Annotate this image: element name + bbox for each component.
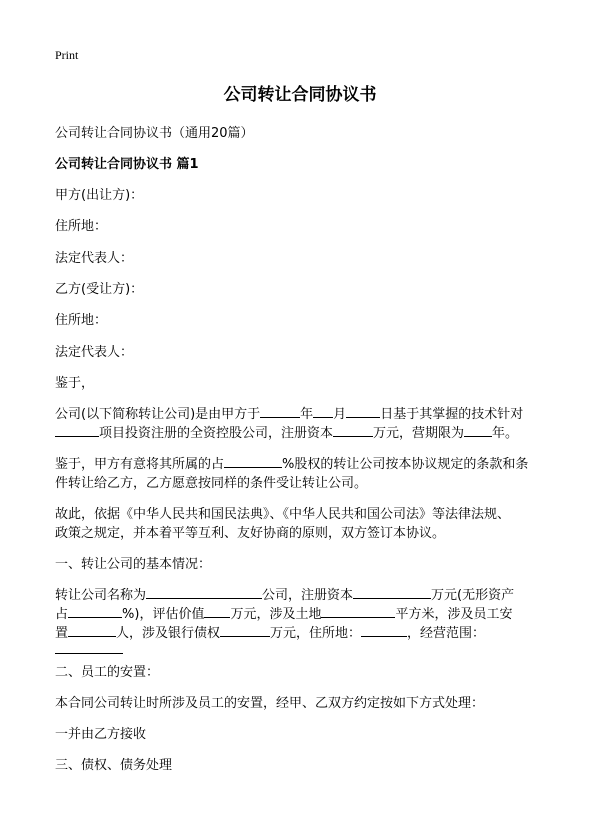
paragraph-4-line-1 — [55, 584, 555, 603]
p4-text-a: 转让公司名称为 — [55, 588, 147, 603]
capital-blank — [333, 424, 373, 437]
share-percent-blank — [224, 455, 282, 468]
p4-text-b: 公司，注册资本 — [262, 588, 354, 603]
paragraph-4-line-2 — [55, 603, 555, 622]
paragraph-6: 一并由乙方接收 — [55, 727, 147, 742]
paragraph-1-line-2 — [55, 422, 555, 441]
p1-text-a: 公司(以下简称转让公司)是由甲方于 — [55, 407, 261, 422]
p4-text-d: 占 — [55, 607, 69, 622]
party-b-representative-label: 法定代表人： — [55, 345, 134, 360]
print-link[interactable]: Print — [55, 48, 79, 62]
employee-count-blank — [68, 624, 116, 637]
party-b-address-label: 住所地： — [55, 313, 108, 328]
p4-text-k: ，经营范围： — [407, 626, 486, 641]
bank-claim-blank — [220, 624, 270, 637]
project-blank — [55, 424, 99, 437]
document-title: 公司转让合同协议书 — [223, 85, 377, 105]
year-blank — [260, 405, 300, 418]
section-3-heading: 三、债权、债务处理 — [55, 758, 173, 773]
paragraph-3-line-2: 政策之规定，并本着平等互利、友好协商的原则，双方签订本协议。 — [55, 526, 446, 541]
document-subtitle: 公司转让合同协议书（通用20篇） — [55, 126, 254, 141]
party-a-representative-label: 法定代表人： — [55, 251, 134, 266]
section-2-heading: 二、员工的安置： — [55, 665, 160, 680]
p1-text-f: 万元，营期限为 — [373, 426, 465, 441]
paragraph-5: 本合同公司转让时所涉及员工的安置，经甲、乙双方约定按如下方式处理： — [55, 696, 485, 711]
paragraph-1-line-1 — [55, 403, 555, 422]
section-heading: 公司转让合同协议书 篇1 — [55, 157, 199, 172]
land-area-blank — [321, 605, 395, 618]
p4-text-f: 万元，涉及土地 — [230, 607, 322, 622]
month-blank — [313, 405, 333, 418]
p4-text-i: 人，涉及银行债权 — [116, 626, 221, 641]
business-scope-blank — [55, 641, 123, 654]
section-1-heading: 一、转让公司的基本情况： — [55, 557, 212, 572]
p4-text-h: 置 — [55, 626, 69, 641]
domicile-blank — [361, 624, 407, 637]
p4-text-g: 平方米，涉及员工安 — [395, 607, 513, 622]
p1-text-e: 项目投资注册的全资控股公司，注册资本 — [99, 426, 334, 441]
p2-text-b: %股权的转让公司按本协议规定的条款和条 — [282, 457, 529, 472]
p1-text-d: 日基于其掌握的技术针对 — [380, 407, 524, 422]
party-a-label: 甲方(出让方)： — [55, 188, 144, 203]
company-name-blank — [146, 586, 262, 599]
party-b-label: 乙方(受让方)： — [55, 282, 144, 297]
p1-text-c: 月 — [333, 407, 347, 422]
intangible-percent-blank — [68, 605, 122, 618]
whereas-label: 鉴于， — [55, 376, 95, 391]
p1-text-b: 年 — [300, 407, 314, 422]
p4-text-j: 万元，住所地： — [270, 626, 362, 641]
paragraph-4-line-3 — [55, 622, 555, 641]
p4-text-e: %)，评估价值 — [122, 607, 205, 622]
paragraph-2-line-2: 件转让给乙方，乙方愿意按同样的条件受让转让公司。 — [55, 476, 368, 491]
p2-text-a: 鉴于，甲方有意将其所属的占 — [55, 457, 225, 472]
p4-text-c: 万元(无形资产 — [431, 588, 515, 603]
paragraph-3-line-1: 故此，依据《中华人民共和国民法典》、《中华人民共和国公司法》等法律法规、 — [55, 507, 511, 522]
valuation-blank — [204, 605, 230, 618]
registered-capital-blank — [353, 586, 431, 599]
p1-text-g: 年。 — [492, 426, 519, 441]
paragraph-2-line-1 — [55, 453, 555, 472]
party-a-address-label: 住所地： — [55, 219, 108, 234]
paragraph-4-line-4 — [55, 641, 555, 658]
term-blank — [464, 424, 492, 437]
day-blank — [346, 405, 380, 418]
